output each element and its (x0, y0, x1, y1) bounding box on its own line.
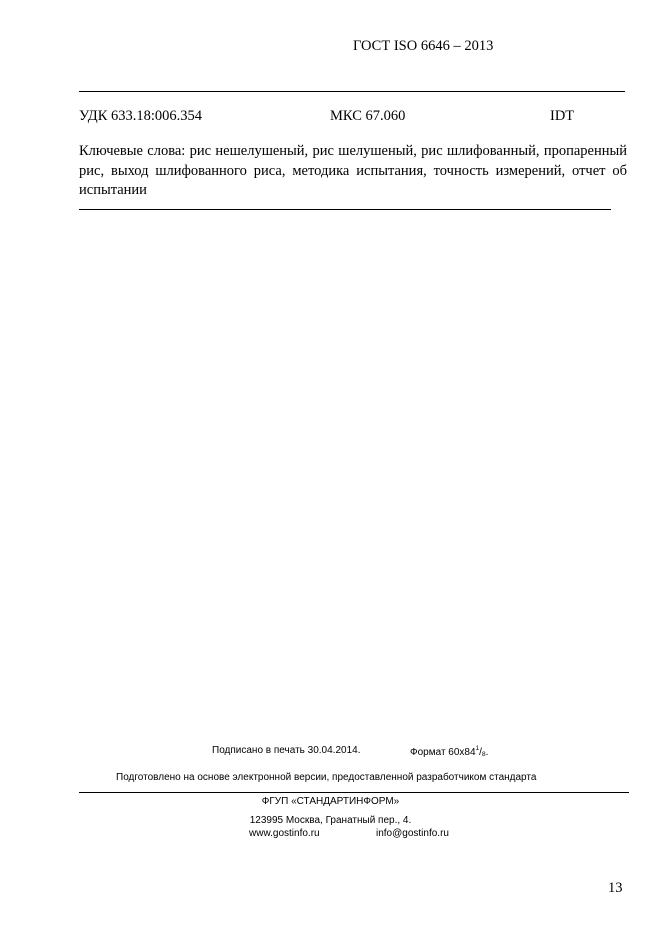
format-denominator: 8 (481, 751, 486, 758)
publisher-name: ФГУП «СТАНДАРТИНФОРМ» (261, 796, 400, 807)
publisher-email: info@gostinfo.ru (376, 828, 449, 839)
mks-code: МКС 67.060 (330, 108, 406, 124)
format-label: Формат 60x84 (410, 747, 476, 758)
publisher-address: 123995 Москва, Гранатный пер., 4. (249, 815, 412, 826)
idt-label: IDT (550, 108, 575, 124)
document-code: ГОСТ ISO 6646 – 2013 (353, 38, 494, 54)
page-number: 13 (608, 880, 623, 896)
header-divider (79, 91, 625, 92)
signed-date: Подписано в печать 30.04.2014. (212, 745, 361, 756)
udk-code: УДК 633.18:006.354 (79, 108, 203, 124)
publisher-website: www.gostinfo.ru (249, 828, 320, 839)
prepared-note: Подготовлено на основе электронной версии, предоставленной разработчиком стандарта (116, 772, 537, 783)
footer-divider (79, 792, 629, 793)
format-numerator: 1 (475, 745, 480, 752)
keywords-divider (79, 209, 611, 210)
print-format: Формат $60x84^1/_8$. (410, 745, 489, 758)
keywords-paragraph: Ключевые слова: рис нешелушеный, рис шелушеный, рис шлифованный, пропаренный рис, выход шлифованного риса, методика испытания, точность измерений, отчет об испытании (79, 143, 627, 198)
